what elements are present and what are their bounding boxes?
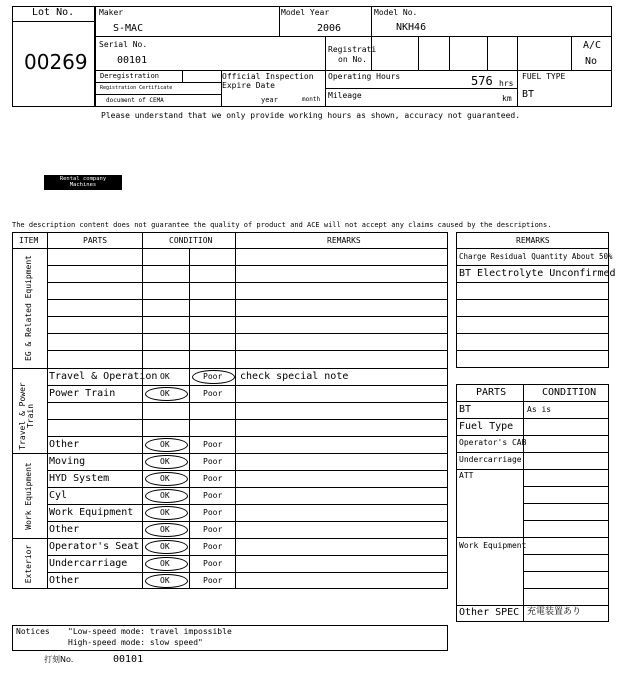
stamp-label: 打刻No. xyxy=(44,655,74,664)
registration-cert-label: Registration Certificate xyxy=(100,85,173,91)
side-part-1: BT xyxy=(459,404,472,415)
fuel-type-label: FUEL TYPE xyxy=(522,72,566,81)
exterior-ok-3: OK xyxy=(160,576,170,585)
side-part-6: Work Equipment xyxy=(459,541,527,550)
side-parts-header: PARTS xyxy=(476,387,507,398)
lot-number: 00269 xyxy=(24,50,88,74)
section-work-label: Work Equipment xyxy=(24,462,33,530)
description-disclaimer: The description content does not guarantee the quality of product and ACE will not accept any claims caused by the descriptions. xyxy=(12,221,552,229)
travel-part-3: Other xyxy=(49,439,80,450)
ac-label: A/C xyxy=(583,40,602,51)
stamp-value: 00101 xyxy=(113,654,144,665)
travel-poor-3: Poor xyxy=(203,440,223,449)
notices-label: Notices xyxy=(16,627,50,636)
inspection-label-1: Official Inspection xyxy=(222,72,314,81)
hours-disclaimer: Please understand that we only provide working hours as shown, accuracy not guaranteed. xyxy=(101,111,521,120)
header-remarks: REMARKS xyxy=(327,236,361,245)
work-part-3: Cyl xyxy=(49,490,68,501)
side-part-5: ATT xyxy=(459,471,474,480)
work-part-5: Other xyxy=(49,524,80,535)
side-condition-header: CONDITION xyxy=(542,387,597,398)
remarks-line-2: BT Electrolyte Unconfirmed xyxy=(459,268,616,279)
work-poor-1: Poor xyxy=(203,457,223,466)
remarks-line-1: Charge Residual Quantity About 50% xyxy=(459,252,613,261)
side-part-4: Undercarriage xyxy=(459,455,522,464)
exterior-poor-3: Poor xyxy=(203,576,223,585)
work-ok-1: OK xyxy=(160,457,170,466)
work-ok-4: OK xyxy=(160,508,170,517)
inspection-label-2: Expire Date xyxy=(222,81,275,90)
travel-ok-3: OK xyxy=(160,440,170,449)
side-condition-1: As is xyxy=(527,405,552,414)
work-poor-5: Poor xyxy=(203,525,223,534)
mileage-label: Mileage xyxy=(328,91,362,100)
rental-badge-line1: Rental company xyxy=(59,176,107,182)
remarks-header: REMARKS xyxy=(516,236,550,245)
km-label: km xyxy=(502,94,512,103)
exterior-part-1: Operator's Seat xyxy=(49,541,140,552)
travel-remark-1: check special note xyxy=(240,371,349,382)
exterior-ok-1: OK xyxy=(160,542,170,551)
deregistration-label: Deregistration xyxy=(100,72,160,80)
serial-value: 00101 xyxy=(117,55,148,66)
section-exterior-label: Exterior xyxy=(24,544,33,584)
exterior-poor-1: Poor xyxy=(203,542,223,551)
operating-hours-value: 576 xyxy=(471,74,493,88)
exterior-poor-2: Poor xyxy=(203,559,223,568)
travel-poor-2: Poor xyxy=(203,389,223,398)
model-no-label: Model No. xyxy=(374,8,418,17)
work-part-1: Moving xyxy=(49,456,86,467)
work-poor-4: Poor xyxy=(203,508,223,517)
registration-label-1: Registrati xyxy=(328,45,377,54)
work-poor-2: Poor xyxy=(203,474,223,483)
work-part-2: HYD System xyxy=(49,473,110,484)
model-year-label: Model Year xyxy=(281,8,330,17)
work-poor-3: Poor xyxy=(203,491,223,500)
work-ok-5: OK xyxy=(160,525,170,534)
rental-company-badge xyxy=(44,175,122,190)
maker-value: S-MAC xyxy=(113,23,144,34)
notices-line-2: High-speed mode: slow speed" xyxy=(68,638,203,647)
month-label: month xyxy=(302,96,321,103)
travel-poor-1: Poor xyxy=(203,372,223,381)
lot-label: Lot No. xyxy=(32,7,75,18)
header-condition: CONDITION xyxy=(169,236,213,245)
fuel-type-value: BT xyxy=(522,89,535,100)
registration-label-2: on No. xyxy=(338,55,367,64)
notices-line-1: "Low-speed mode: travel impossible xyxy=(68,627,232,636)
work-ok-2: OK xyxy=(160,474,170,483)
travel-ok-2: OK xyxy=(160,389,170,398)
ac-value: No xyxy=(585,56,598,67)
side-part-7: Other SPEC xyxy=(459,607,520,618)
header-parts: PARTS xyxy=(83,236,108,245)
operating-hours-label: Operating Hours xyxy=(328,72,401,81)
section-travel-line2: Train xyxy=(26,403,35,429)
maker-label: Maker xyxy=(99,8,124,17)
work-part-4: Work Equipment xyxy=(49,507,134,518)
serial-label: Serial No. xyxy=(99,40,148,49)
travel-part-2: Power Train xyxy=(49,388,116,399)
model-no-value: NKH46 xyxy=(396,22,427,33)
model-year-value: 2006 xyxy=(317,23,342,34)
exterior-part-3: Other xyxy=(49,575,80,586)
rental-badge-line2: Machines xyxy=(69,182,97,188)
travel-ok-1: OK xyxy=(160,372,170,381)
hrs-label: hrs xyxy=(499,79,514,88)
side-condition-7: 充電装置あり xyxy=(527,607,582,617)
travel-part-1: Travel & Operation xyxy=(49,371,158,382)
exterior-ok-2: OK xyxy=(160,559,170,568)
section-travel-label xyxy=(19,374,41,458)
exterior-part-2: Undercarriage xyxy=(49,558,128,569)
side-part-2: Fuel Type xyxy=(459,421,514,432)
cema-label: document of CEMA xyxy=(106,97,164,104)
section-eg-label: EG & Related Equipment xyxy=(24,255,33,361)
work-ok-3: OK xyxy=(160,491,170,500)
year-label: year xyxy=(261,96,278,104)
section-travel-line1: Travel & Power xyxy=(18,382,27,450)
side-part-3: Operator's CAB xyxy=(459,438,527,447)
header-item: ITEM xyxy=(19,236,39,245)
